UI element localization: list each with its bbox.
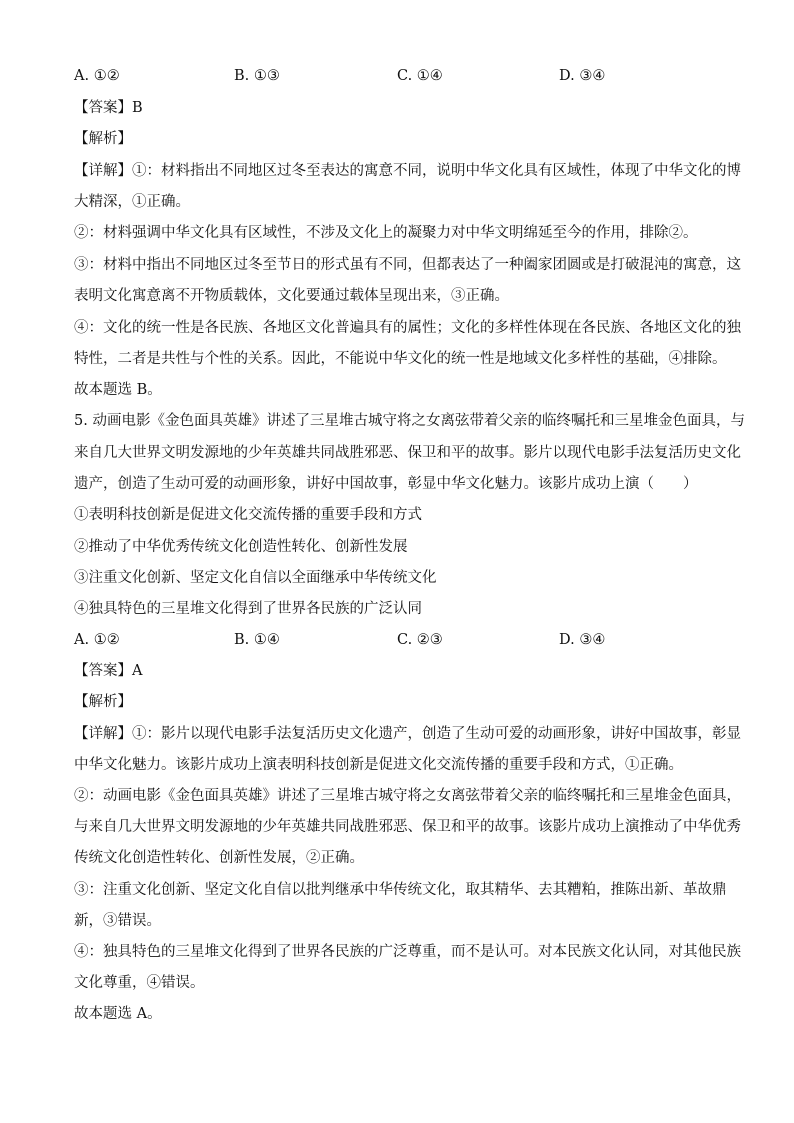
q5-answer: 【答案】A — [74, 663, 143, 679]
q4-answer: 【答案】B — [74, 100, 143, 116]
q4-detail-line: ④：文化的统一性是各民族、各地区文化普遍具有的属性；文化的多样性体现在各民族、各地区文化的独 — [74, 320, 741, 336]
q5-detail-line: ②：动画电影《金色面具英雄》讲述了三星堆古城守将之女离弦带着父亲的临终嘱托和三星堆金色面具， — [74, 788, 741, 804]
q4-detail-line: 表明文化寓意离不开物质载体，文化要通过载体呈现出来，③正确。 — [74, 288, 509, 304]
q4-option-c: C. ①④ — [397, 68, 443, 84]
q5-detail-line: ③：注重文化创新、坚定文化自信以批判继承中华传统文化，取其精华、去其糟粕，推陈出新、革故鼎 — [74, 882, 727, 898]
q4-detail-line: ②：材料强调中华文化具有区域性，不涉及文化上的凝聚力对中华文明绵延至今的作用，排除②。 — [74, 225, 698, 241]
q4-option-a: A. ①② — [74, 68, 120, 84]
q5-option-a: A. ①② — [74, 632, 120, 648]
q4-detail-line: 故本题选 B。 — [74, 382, 162, 398]
q5-detail-line: 中华文化魅力。该影片成功上演表明科技创新是促进文化交流传播的重要手段和方式，①正确。 — [74, 757, 683, 773]
q5-analysis-label: 【解析】 — [74, 694, 132, 710]
q4-analysis-label: 【解析】 — [74, 131, 132, 147]
q5-detail-line: 【详解】①：影片以现代电影手法复活历史文化遗产，创造了生动可爱的动画形象，讲好中国故事，彰显 — [74, 726, 741, 742]
q5-statement: ③注重文化创新、坚定文化自信以全面继承中华传统文化 — [74, 570, 437, 586]
q5-option-d: D. ③④ — [559, 632, 606, 648]
q4-detail-line: 特性，二者是共性与个性的关系。因此，不能说中华文化的统一性是地域文化多样性的基础，④排除。 — [74, 351, 727, 367]
q5-detail-line: 与来自几大世界文明发源地的少年英雄共同战胜邪恶、保卫和平的故事。该影片成功上演推动了中华优秀 — [74, 819, 741, 835]
q5-stem-line: 遗产，创造了生动可爱的动画形象，讲好中国故事，彰显中华文化魅力。该影片成功上演（ ） — [74, 476, 698, 492]
q5-detail-line: 传统文化创造性转化、创新性发展，②正确。 — [74, 850, 364, 866]
q5-statement: ④独具特色的三星堆文化得到了世界各民族的广泛认同 — [74, 601, 422, 617]
q4-option-b: B. ①③ — [234, 68, 280, 84]
q5-stem-line: 来自几大世界文明发源地的少年英雄共同战胜邪恶、保卫和平的故事。影片以现代电影手法复活历史文化 — [74, 445, 741, 461]
q5-detail-line: 文化尊重，④错误。 — [74, 975, 205, 991]
q4-option-d: D. ③④ — [559, 68, 606, 84]
q5-statement: ②推动了中华优秀传统文化创造性转化、创新性发展 — [74, 539, 408, 555]
q4-detail-line: ③：材料中指出不同地区过冬至节日的形式虽有不同，但都表达了一种阖家团圆或是打破混沌的寓意，这 — [74, 257, 741, 273]
q5-stem-line: 5. 动画电影《金色面具英雄》讲述了三星堆古城守将之女离弦带着父亲的临终嘱托和三星堆金色面具，与 — [74, 413, 745, 429]
q5-detail-line: 新，③错误。 — [74, 913, 161, 929]
q5-statement: ①表明科技创新是促进文化交流传播的重要手段和方式 — [74, 507, 422, 523]
q5-option-c: C. ②③ — [397, 632, 443, 648]
q4-detail-line: 【详解】①：材料指出不同地区过冬至表达的寓意不同，说明中华文化具有区域性，体现了中华文化的博 — [74, 163, 741, 179]
q5-detail-line: ④：独具特色的三星堆文化得到了世界各民族的广泛尊重，而不是认可。对本民族文化认同，对其他民族 — [74, 944, 741, 960]
q5-option-b: B. ①④ — [234, 632, 280, 648]
q5-detail-line: 故本题选 A。 — [74, 1006, 162, 1022]
q4-detail-line: 大精深，①正确。 — [74, 194, 190, 210]
